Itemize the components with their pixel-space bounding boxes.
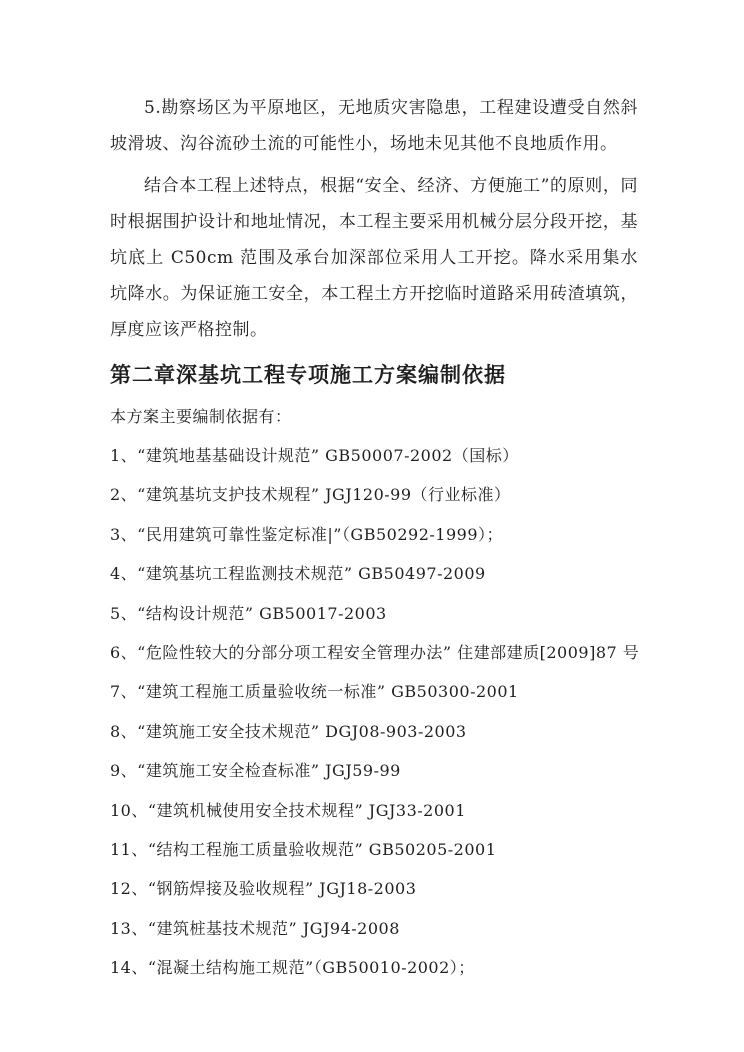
reference-list-intro: 本方案主要编制依据有： bbox=[110, 407, 292, 426]
reference-item: 13、“建筑桩基技术规范” JGJ94-2008 bbox=[110, 918, 400, 938]
reference-item: 7、“建筑工程施工质量验收统一标准” GB50300-2001 bbox=[110, 682, 519, 702]
reference-item: 1、“建筑地基基础设计规范” GB50007-2002（国标） bbox=[110, 446, 519, 465]
reference-item: 10、“建筑机械使用安全技术规程” JGJ33-2001 bbox=[110, 800, 466, 820]
reference-list bbox=[110, 436, 638, 988]
paragraph-excavation-method: 结合本工程上述特点，根据“安全、经济、方便施工”的原则，同时根据围护设计和地址情况，本工程主要采用机械分层分段开挖，基坑底上 C50cm 范围及承台加深部位采用人工开挖。降水采用集水坑降水。为保证施工安全，本工程土方开挖临时道路采用砖渣填筑，厚度应该严格控制。 bbox=[110, 176, 638, 340]
reference-item: 12、“钢筋焊接及验收规程” JGJ18-2003 bbox=[110, 879, 417, 899]
reference-item: 2、“建筑基坑支护技术规程” JGJ120-99（行业标准） bbox=[110, 485, 511, 505]
reference-item: 14、“混凝土结构施工规范”（GB50010-2002）； bbox=[110, 958, 475, 978]
paragraph-survey-area: 5.勘察场区为平原地区，无地质灾害隐患，工程建设遭受自然斜坡滑坡、沟谷流砂土流的可能性小，场地未见其他不良地质作用。 bbox=[110, 98, 638, 154]
reference-item: 11、“结构工程施工质量验收规范” GB50205-2001 bbox=[110, 840, 497, 860]
reference-item: 9、“建筑施工安全检查标准” JGJ59-99 bbox=[110, 761, 401, 781]
reference-item: 6、“危险性较大的分部分项工程安全管理办法” 住建部建质[2009]87 号 bbox=[110, 643, 640, 663]
reference-item: 5、“结构设计规范” GB50017-2003 bbox=[110, 603, 387, 623]
reference-item: 4、“建筑基坑工程监测技术规范” GB50497-2009 bbox=[110, 564, 486, 584]
chapter-heading: 第二章深基坑工程专项施工方案编制依据 bbox=[110, 362, 506, 387]
reference-item: 8、“建筑施工安全技术规范” DGJ08-903-2003 bbox=[110, 721, 467, 741]
reference-item: 3、“民用建筑可靠性鉴定标准|”（GB50292-1999）； bbox=[110, 524, 503, 544]
